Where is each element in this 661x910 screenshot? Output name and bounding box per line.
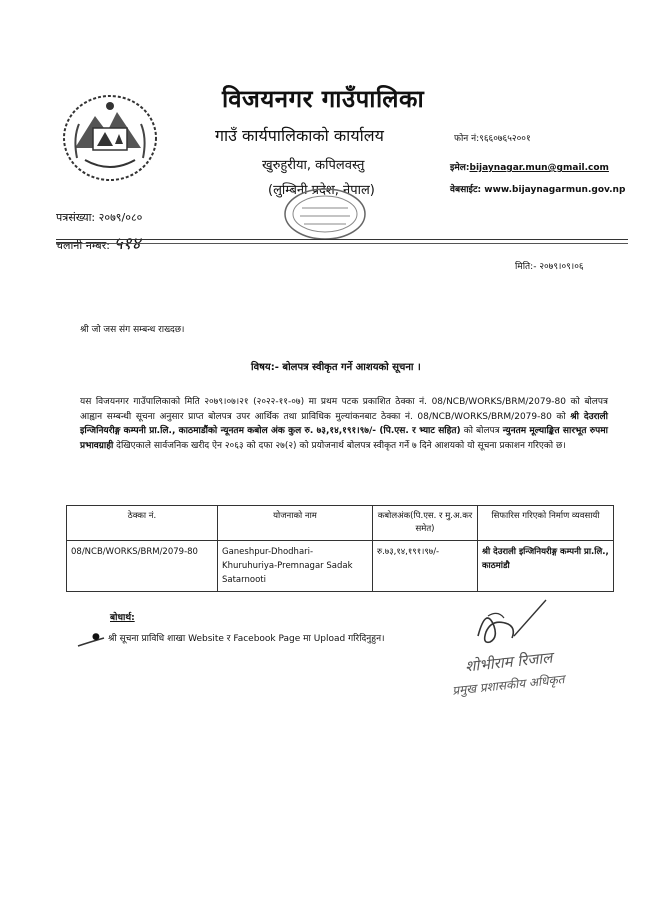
signature-mark-icon — [468, 596, 550, 652]
table-row — [67, 541, 614, 592]
recipient: श्री जो जस संग सम्बन्ध राख्दछ। — [80, 325, 185, 335]
website-line — [450, 182, 625, 195]
website-address[interactable]: www.bijaynagarmun.gov.np — [484, 185, 626, 195]
column-header-contract-no: ठेक्का नं. — [67, 506, 218, 541]
signatory-title: प्रमुख प्रशासकीय अधिकृत — [451, 672, 566, 698]
table-header-row — [67, 506, 614, 541]
reference-number — [56, 210, 142, 225]
dispatch-label: चलानी नम्बर: — [56, 239, 110, 252]
table-cell-contractor: श्री देउराली इन्जिनियरीङ्ग कम्पनी प्रा.लि., काठमांडौ — [478, 541, 614, 592]
table-cell-bid-amount: रु.७३,१४,१९१।९७/- — [373, 541, 478, 592]
office-name: गाउँ कार्यपालिकाको कार्यालय — [215, 126, 384, 145]
cc-label: बोधार्थ: — [110, 613, 135, 623]
government-emblem-icon — [55, 88, 165, 188]
signatory-name: शोभीराम रिजाल — [464, 648, 554, 676]
reference-value: २०७९/०८० — [98, 211, 143, 224]
header-divider — [56, 239, 628, 240]
contract-table — [66, 505, 614, 592]
header-divider-thin — [56, 243, 628, 244]
email-line — [450, 160, 609, 173]
office-region: (लुम्बिनी प्रदेश, नेपाल) — [268, 183, 375, 198]
cc-item: श्री सूचना प्राविधि शाखा Website र Facebook Page मा Upload गरिदिनुहुन। — [108, 634, 385, 644]
email-label: इमेल: — [450, 163, 470, 173]
office-stamp-icon — [282, 186, 368, 242]
table-cell-contract-no: 08/NCB/WORKS/BRM/2079-80 — [67, 541, 218, 592]
office-address: खुरुहुरीया, कपिलवस्तु — [262, 158, 365, 173]
body-part-2: को बोलपत्र — [460, 426, 503, 436]
email-address[interactable]: bijaynagar.mun@gmail.com — [469, 163, 609, 173]
pen-stroke-icon — [76, 636, 106, 648]
org-name: विजयनगर गाउँपालिका — [222, 85, 425, 113]
dispatch-value: ५१४ — [113, 234, 141, 254]
body-part-1: यस विजयनगर गाउँपालिकाको मिति २०७९।०७।२१ (२०२२-११-०७) मा प्रथम पटक प्रकाशित ठेक्का नं. 08/NCB/WORKS/BRM/2079-80 को बोलपत्र आह्वान सम्बन्धी सूचना अनुसार प्राप्त बोलपत्र उपर आर्थिक तथा प्राविधिक मुल्यांकनबाट ठेक्का नं. 08/NCB/WORKS/BRM/2079-80 को — [80, 397, 608, 422]
column-header-project-name: योजनाको नाम — [218, 506, 373, 541]
body-paragraph — [80, 395, 608, 453]
column-header-recommended-contractor: सिफारिस गरिएको निर्माण व्यवसायी — [478, 506, 614, 541]
table-cell-project-name: Ganeshpur-Dhodhari-Khuruhuriya-Premnagar Sadak Satarnooti — [218, 541, 373, 592]
phone-number: फोन नं:९६६०७६५२००१ — [454, 134, 531, 144]
body-bold-2: न्युनतम मूल्याङ्कित सारभूत रुपमा प्रभावग्राही — [80, 426, 608, 451]
bullet-icon: ● — [92, 632, 100, 642]
body-part-3: देखिएकाले सार्वजनिक खरीद ऐन २०६३ को दफा २७(२) को प्रयोजनार्थ बोलपत्र स्वीकृत गर्ने ७ दिने आशयको यो सूचना प्रकाशन गरिएको छ। — [113, 440, 566, 451]
subject-line: विषय:- बोलपत्र स्वीकृत गर्ने आशयको सूचना । — [251, 362, 421, 373]
website-label: वेबसाईट: — [450, 185, 482, 195]
column-header-bid-amount: कबोलअंक(पि.एस. र मु.अ.कर समेत) — [373, 506, 478, 541]
body-bold-1: श्री देउराली इन्जिनियरीङ्ग कम्पनी प्रा.लि., काठमाडौंको न्यूनतम कबोल अंक कुल रु. ७३,१४,१९१।९७/- (पि.एस. र भ्याट सहित) — [80, 411, 608, 436]
reference-label: पत्रसंख्या: — [56, 211, 96, 224]
letter-date: मिति:- २०७९।०९।०६ — [515, 262, 584, 272]
